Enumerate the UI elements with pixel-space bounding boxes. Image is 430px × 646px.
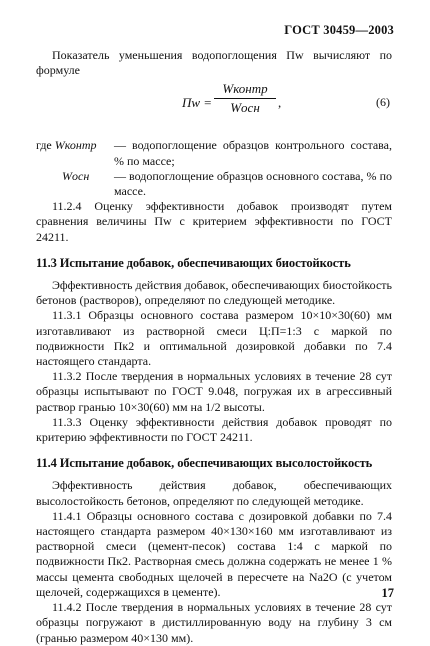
where-row-control: [36, 138, 392, 168]
formula-comma: ,: [278, 95, 282, 111]
formula-6: [36, 80, 392, 132]
paragraph-11-2-4: 11.2.4 Оценку эффективности добавок производят путем сравнения величины Пw с критерием эффективности по ГОСТ 24211.: [36, 199, 392, 244]
where-desc-main: — водопоглощение образцов основного состава, % по массе.: [114, 168, 392, 199]
paragraph-11-3-2: 11.3.2 После твердения в нормальных условиях в течение 28 сут образцы испытывают по ГОСТ 9.048, погружая их в агрессивный раствор гранью 10×30(60) мм на 1/2 высоты.: [36, 369, 392, 414]
paragraph-11-3-intro: Эффективность действия добавок, обеспечивающих биостойкость бетонов (растворов), определяют по следующей методике.: [36, 278, 392, 308]
paragraph-11-3-1: 11.3.1 Образцы основного состава размером 10×10×30(60) мм изготавливают из растворной смеси Ц:П=1:3 с маркой по подвижности Пк2 и оптимальной дозировкой добавки по 7.4 настоящего стандарта.: [36, 308, 392, 369]
where-block: [36, 138, 392, 199]
paragraph-11-4-intro: Эффективность действия добавок, обеспечивающих высолостойкость бетонов, определяют по следующей методике.: [36, 478, 392, 508]
formula-denominator: Wосн: [230, 99, 260, 115]
where-term-main: [62, 169, 114, 184]
formula-lhs: Пw =: [182, 95, 213, 111]
formula-number: (6): [376, 95, 390, 110]
paragraph-11-4-1: 11.4.1 Образцы основного состава с дозировкой добавки по 7.4 настоящего стандарта размером 40×130×160 мм изготавливают из растворной смеси (цемент-песок) состава 1:4 с маркой по подвижности Пк2. Растворная смесь должна содержать не менее 1 % массы цемента свободных щелочей в пересчете на Na2O (с учетом щелочей, содержащихся в цементе).: [36, 508, 392, 599]
page-content: [36, 48, 392, 646]
section-heading-11-3: 11.3 Испытание добавок, обеспечивающих биостойкость: [36, 255, 351, 270]
paragraph-11-4-2: 11.4.2 После твердения в нормальных условиях в течение 28 сут образцы погружают в дистиллированную воду на глубину 3 см (гранью размером 40×130 мм).: [36, 600, 392, 645]
section-heading-11-4: 11.4 Испытание добавок, обеспечивающих высолостойкость: [36, 456, 373, 471]
formula-fraction: [214, 81, 276, 114]
page-header-standard: ГОСТ 30459—2003: [284, 23, 394, 37]
paragraph-11-3-3: 11.3.3 Оценку эффективности действия добавок проводят по критерию эффективности по ГОСТ 24211.: [36, 414, 392, 445]
where-term-control: [36, 138, 114, 153]
term-w-control: Wконтр: [54, 138, 97, 153]
where-row-main: [36, 169, 392, 199]
where-desc-control: — водопоглощение образцов контрольного состава, % по массе;: [114, 138, 392, 168]
fraction-bar: [214, 98, 276, 99]
where-prefix: где: [36, 138, 52, 153]
intro-paragraph: Показатель уменьшения водопоглощения Пw вычисляют по формуле: [36, 48, 392, 78]
term-w-main: Wосн: [62, 168, 90, 183]
formula-numerator: Wконтр: [222, 81, 268, 97]
page-number: 17: [381, 586, 394, 600]
